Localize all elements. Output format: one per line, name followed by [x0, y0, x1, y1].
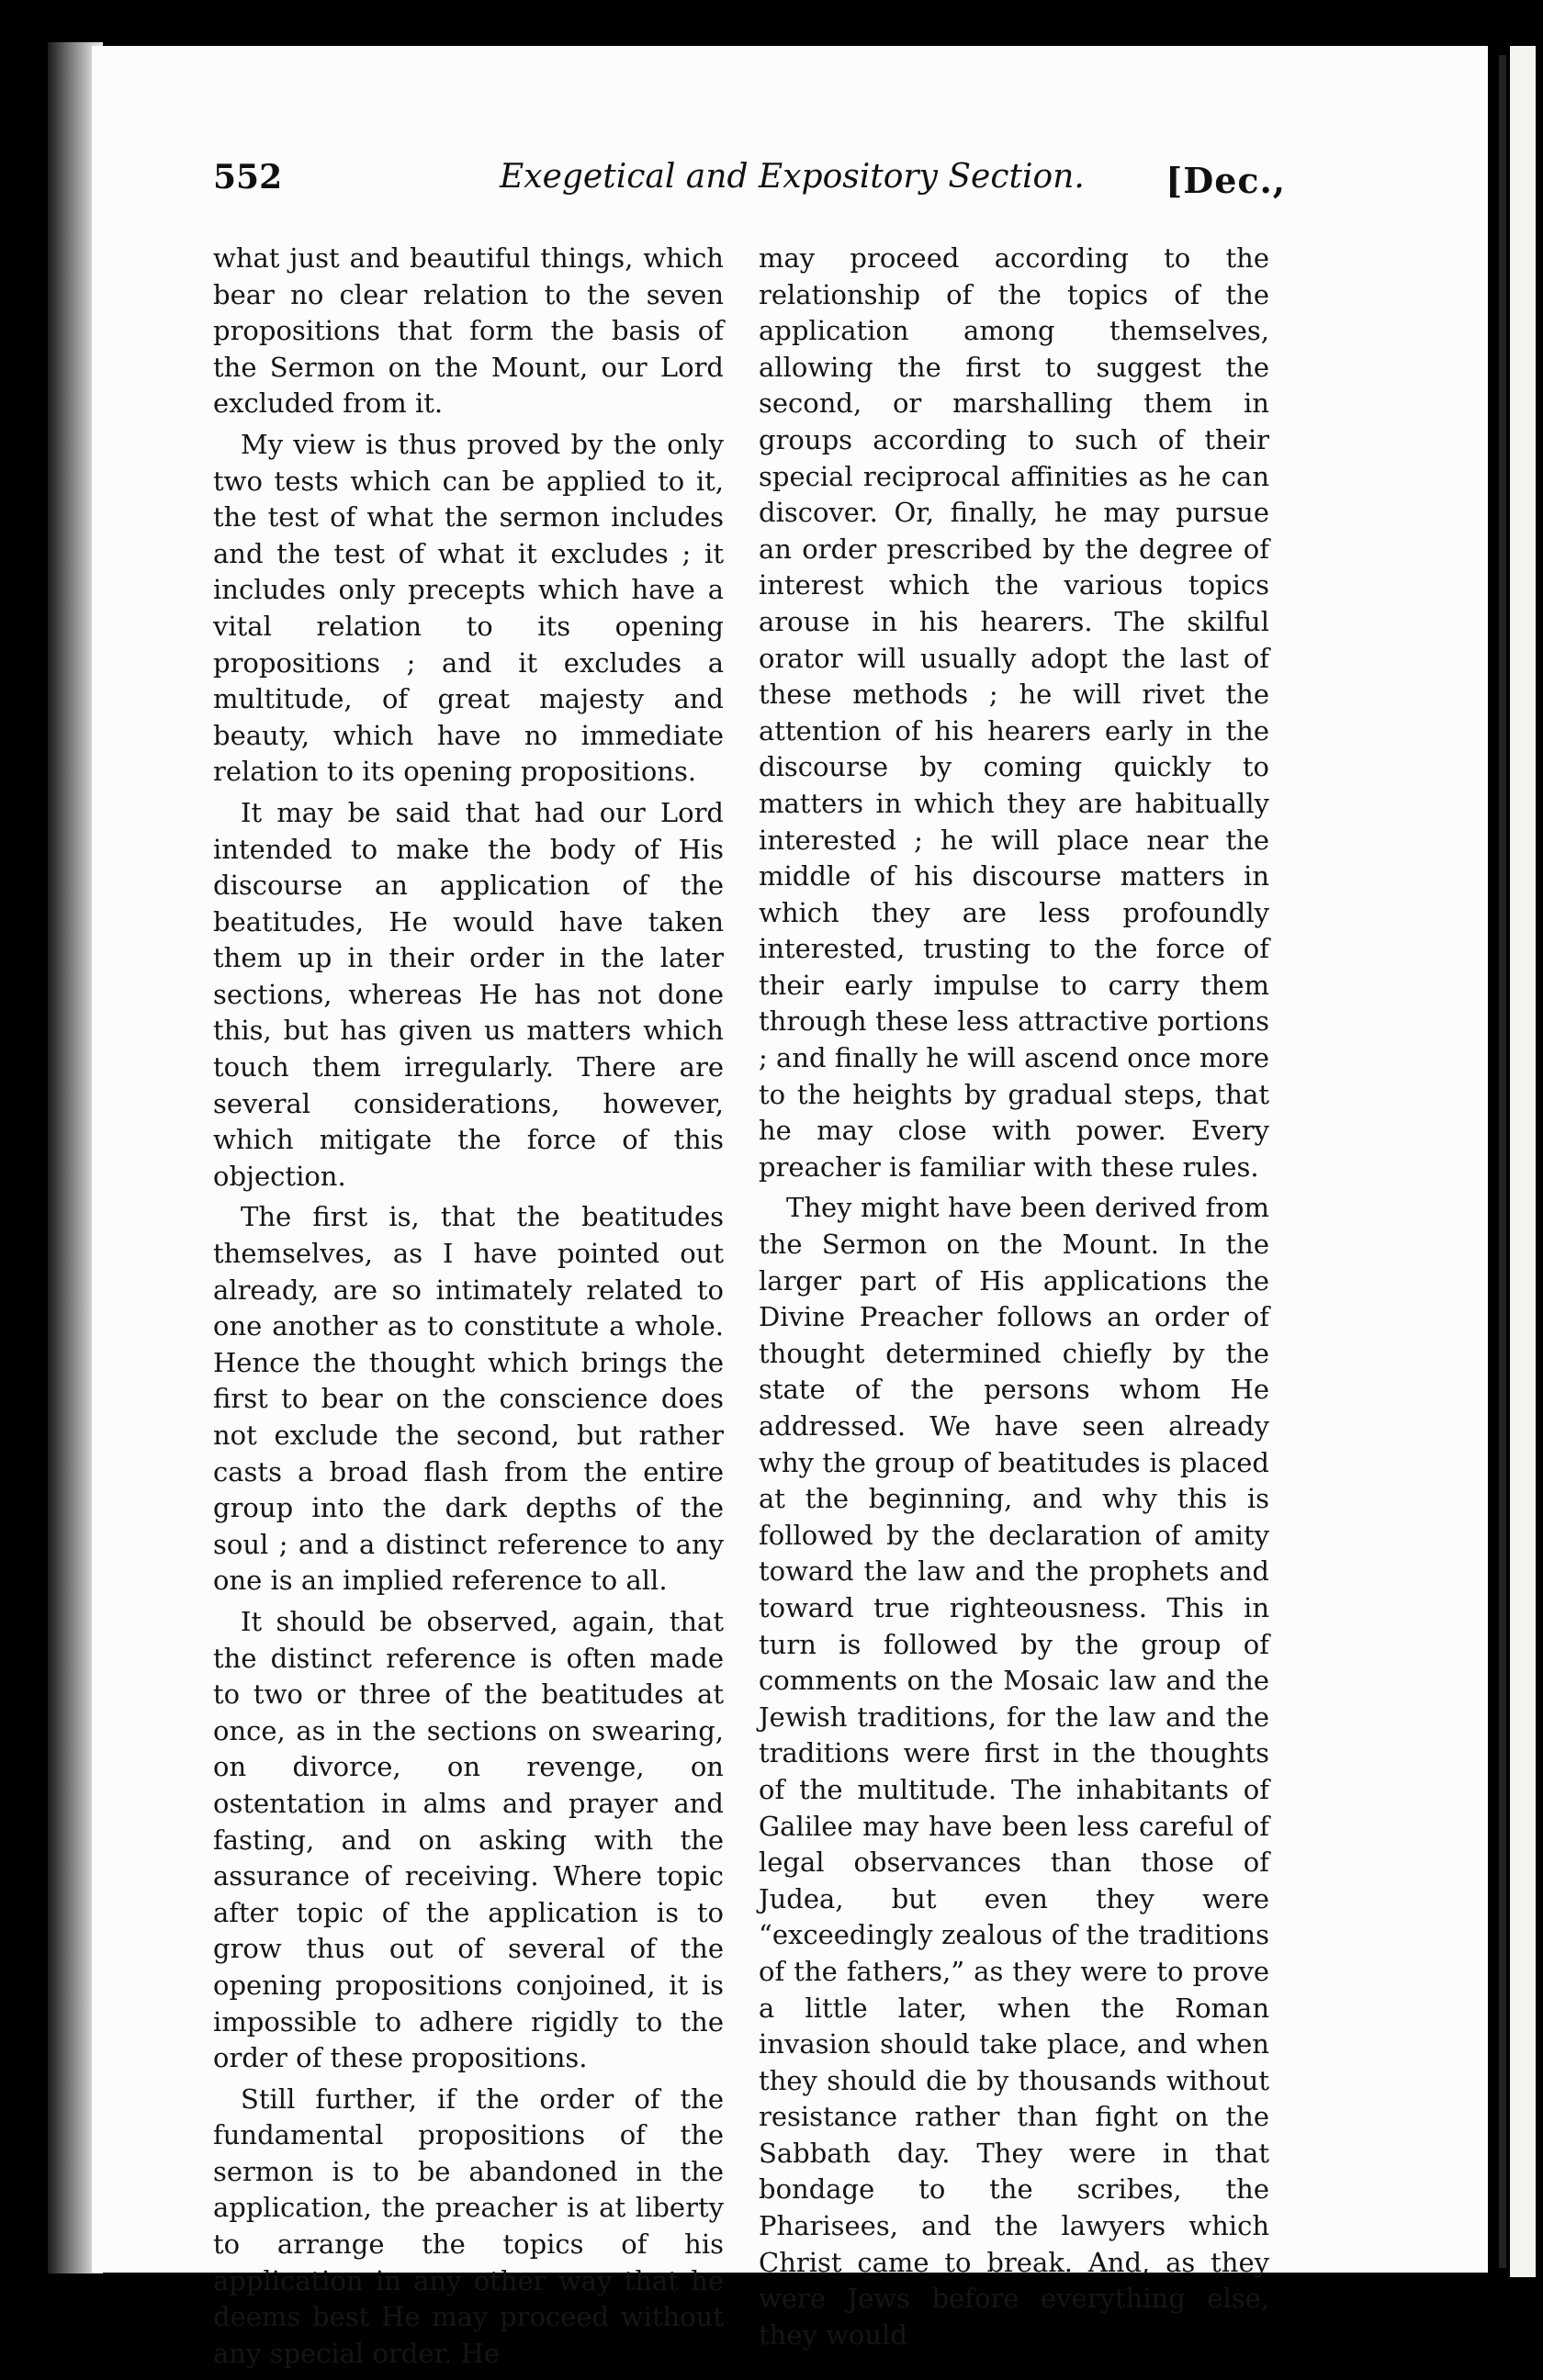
paragraph: Still further, if the order of the fundamental propositions of the sermon is to be abandoned in the application, the preacher is at liberty to arrange the topics of his application in any other way that he deems best He may proceed without any special order. He: [213, 2082, 724, 2369]
paragraph: The first is, that the beatitudes themselves, as I have pointed out already, are so intimately related to one another as to constitute a whole. Hence the thought which brings the first to bear on the conscience does not exclude the second, but rather casts a broad flash from the entire group into the dark depths of the soul ; and a distinct reference to any one is an implied reference to all.: [213, 1201, 724, 1597]
left-column: [213, 241, 724, 2372]
page-number: 552: [213, 158, 283, 196]
paragraph: what just and beautiful things, which bear no clear relation to the seven propositions that form the basis of the Sermon on the Mount, our Lord excluded from it.: [213, 242, 724, 420]
facing-page-rule: [1499, 55, 1506, 2268]
running-date: [Dec.,: [1166, 160, 1286, 201]
running-header: [213, 154, 1286, 209]
paragraph: may proceed according to the relationship of the topics of the application among themselves, allowing the first to suggest the second, or marshalling them in groups according to such of their special reciprocal affinities as he can discover. Or, finally, he may pursue an order prescribed by the degree of interest which the various topics arouse in his hearers. The skilful orator will usually adopt the last of these methods ; he will rivet the attention of his hearers early in the discourse by coming quickly to matters in which they are habitually interested ; he will place near the middle of his discourse matters in which they are less profoundly interested, trusting to the force of their early impulse to carry them through these less attractive portions ; and finally he will ascend once more to the heights by gradual steps, that he may close with power. Every preacher is familiar with these rules.: [759, 242, 1269, 1183]
paragraph: They might have been derived from the Sermon on the Mount. In the larger part of His applications the Divine Preacher follows an order of thought determined chiefly by the state of the persons whom He addressed. We have seen already why the group of beatitudes is placed at the beginning, and why this is followed by the declaration of amity toward the law and the prophets and toward true righteousness. This in turn is followed by the group of comments on the Mosaic law and the Jewish traditions, for the law and the traditions were first in the thoughts of the multitude. The inhabitants of Galilee may have been less careful of legal observances than those of Judea, but even they were “exceedingly zealous of the traditions of the fathers,” as they were to prove a little later, when the Roman invasion should take place, and when they should die by thousands without resistance rather than fight on the Sabbath day. They were in that bondage to the scribes, the Pharisees, and the lawyers which Christ came to break. And, as they were Jews before everything else, they would: [759, 1192, 1269, 2351]
facing-page-sliver: [1510, 46, 1536, 2277]
right-column: [759, 241, 1269, 2353]
paragraph: My view is thus proved by the only two tests which can be applied to it, the test of what the sermon includes and the test of what it excludes ; it includes only precepts which have a vital relation to its opening propositions ; and it excludes a multitude, of great majesty and beauty, which have no immediate relation to its opening propositions.: [213, 428, 724, 788]
paragraph: It may be said that had our Lord intended to make the body of His discourse an application of the beatitudes, He would have taken them up in their order in the later sections, whereas He has not done this, but has given us matters which touch them irregularly. There are several considerations, however, which mitigate the force of this objection.: [213, 796, 724, 1192]
running-title: Exegetical and Expository Section.: [500, 158, 1085, 196]
paragraph: It should be observed, again, that the distinct reference is often made to two or three of the beatitudes at once, as in the sections on swearing, on divorce, on revenge, on ostentation in alms and prayer and fasting, and on asking with the assurance of receiving. Where topic after topic of the application is to grow thus out of several of the opening propositions conjoined, it is impossible to adhere rigidly to the order of these propositions.: [213, 1605, 724, 2074]
